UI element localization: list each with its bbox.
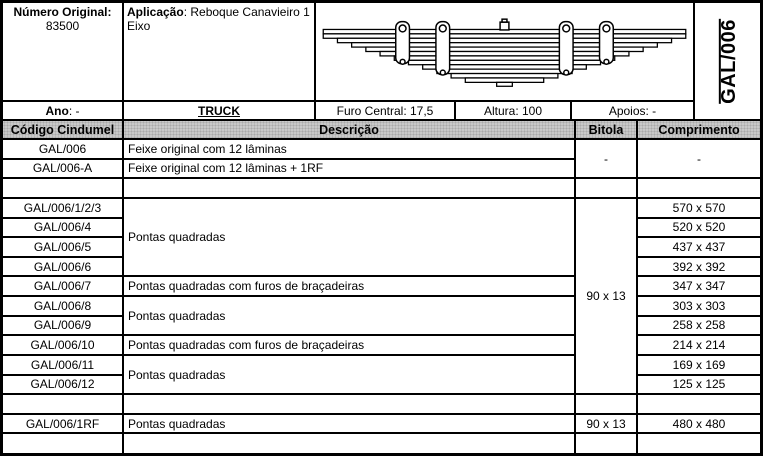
table-header-row bbox=[3, 121, 760, 139]
part-code-vertical-cell bbox=[695, 3, 760, 119]
cell-comprimento: 480 x 480 bbox=[637, 414, 760, 434]
altura: Altura: 100 bbox=[456, 102, 572, 119]
cell-codigo: GAL/006/8 bbox=[3, 296, 123, 316]
cell-descricao: Pontas quadradas com furos de braçadeiras bbox=[123, 276, 575, 296]
column-header-comprimento: Comprimento bbox=[637, 121, 760, 139]
cell-bitola: - bbox=[575, 139, 637, 178]
cell-descricao: Feixe original com 12 lâminas bbox=[123, 139, 575, 159]
drawing-cell bbox=[316, 3, 695, 102]
ano-label: Ano bbox=[45, 103, 69, 118]
cell-codigo: GAL/006/6 bbox=[3, 257, 123, 277]
aplicacao-cell bbox=[124, 3, 316, 102]
cell-descricao: Pontas quadradas bbox=[123, 355, 575, 394]
cell-comprimento: 520 x 520 bbox=[637, 218, 760, 238]
cell-comprimento: 570 x 570 bbox=[637, 198, 760, 218]
cell-comprimento: 214 x 214 bbox=[637, 335, 760, 355]
cell-comprimento: 125 x 125 bbox=[637, 375, 760, 395]
numero-original-value: 83500 bbox=[45, 19, 80, 33]
table-row-empty bbox=[3, 178, 760, 198]
cell-descricao: Pontas quadradas bbox=[123, 296, 575, 335]
ano-value: : - bbox=[68, 103, 80, 118]
cell-codigo: GAL/006/10 bbox=[3, 335, 123, 355]
aplicacao-label: Aplicação bbox=[127, 5, 184, 19]
table-row bbox=[3, 139, 760, 159]
column-header-bitola: Bitola bbox=[575, 121, 637, 139]
table-row bbox=[3, 355, 760, 375]
cell-codigo: GAL/006/4 bbox=[3, 218, 123, 238]
apoios: Apoios: - bbox=[572, 102, 695, 119]
cell-codigo: GAL/006/1/2/3 bbox=[3, 198, 123, 218]
cell-codigo: GAL/006/5 bbox=[3, 237, 123, 257]
ano-cell bbox=[3, 102, 124, 119]
cell-codigo: GAL/006/9 bbox=[3, 316, 123, 336]
table-row bbox=[3, 276, 760, 296]
cell-bitola: 90 x 13 bbox=[575, 414, 637, 434]
column-header-codigo: Código Cindumel bbox=[3, 121, 123, 139]
furo-central: Furo Central: 17,5 bbox=[316, 102, 456, 119]
cell-comprimento: 303 x 303 bbox=[637, 296, 760, 316]
cell-comprimento: 169 x 169 bbox=[637, 355, 760, 375]
table-row bbox=[3, 198, 760, 218]
cell-codigo: GAL/006 bbox=[3, 139, 123, 159]
cell-comprimento: 437 x 437 bbox=[637, 237, 760, 257]
cell-comprimento: 392 x 392 bbox=[637, 257, 760, 277]
vehicle-type: TRUCK bbox=[124, 102, 316, 119]
cell-codigo: GAL/006/11 bbox=[3, 355, 123, 375]
part-code-vertical: GAL/006 bbox=[718, 18, 740, 104]
table-row bbox=[3, 414, 760, 434]
cell-comprimento: 258 x 258 bbox=[637, 316, 760, 336]
table-row-empty bbox=[3, 394, 760, 414]
leaf-spring-diagram bbox=[317, 3, 692, 100]
numero-original-cell bbox=[3, 3, 124, 102]
cell-comprimento: - bbox=[637, 139, 760, 178]
cell-descricao: Pontas quadradas com furos de braçadeiras bbox=[123, 335, 575, 355]
aplicacao-value: : Reboque Canavieiro 1 Eixo bbox=[127, 5, 310, 33]
cell-codigo: GAL/006/12 bbox=[3, 375, 123, 395]
cell-descricao: Feixe original com 12 lâminas + 1RF bbox=[123, 159, 575, 179]
header-section bbox=[3, 3, 760, 121]
table-row-empty bbox=[3, 433, 760, 453]
column-header-descricao: Descrição bbox=[123, 121, 575, 139]
cell-descricao: Pontas quadradas bbox=[123, 414, 575, 434]
table-row bbox=[3, 296, 760, 316]
cell-comprimento: 347 x 347 bbox=[637, 276, 760, 296]
cell-codigo: GAL/006/7 bbox=[3, 276, 123, 296]
table-row bbox=[3, 335, 760, 355]
numero-original-label: Número Original: bbox=[13, 5, 112, 19]
cell-bitola: 90 x 13 bbox=[575, 198, 637, 394]
cell-descricao: Pontas quadradas bbox=[123, 198, 575, 277]
cell-codigo: GAL/006-A bbox=[3, 159, 123, 179]
parts-table bbox=[3, 121, 760, 453]
cell-codigo: GAL/006/1RF bbox=[3, 414, 123, 434]
